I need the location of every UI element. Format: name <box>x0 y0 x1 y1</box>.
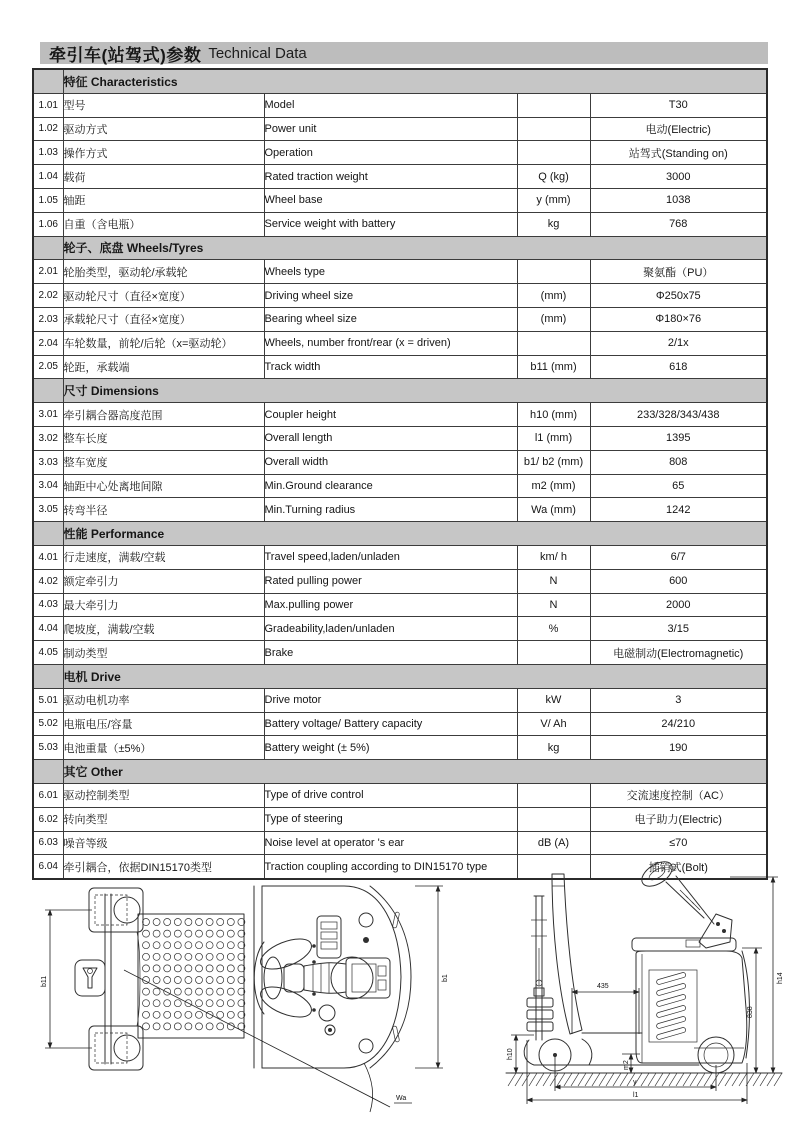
value: 3 <box>590 688 767 712</box>
label-en: Type of drive control <box>264 783 517 807</box>
unit: m2 (mm) <box>517 474 590 498</box>
table-row <box>33 474 767 498</box>
label-en: Travel speed,laden/unladen <box>264 545 517 569</box>
row-number: 3.02 <box>33 426 63 450</box>
label-cn: 轴距中心处离地间隙 <box>63 474 264 498</box>
section-header <box>33 379 767 403</box>
section-title: 性能 Performance <box>63 522 767 546</box>
value: 768 <box>590 212 767 236</box>
row-number: 6.02 <box>33 807 63 831</box>
label-cn: 噪音等级 <box>63 831 264 855</box>
page-title-en: Technical Data <box>208 44 307 62</box>
unit: N <box>517 593 590 617</box>
section-header-num-cell <box>33 236 63 260</box>
section-header <box>33 760 767 784</box>
dim-label-h10: h10 <box>507 1048 514 1060</box>
row-number: 5.03 <box>33 736 63 760</box>
value: Φ180×76 <box>590 307 767 331</box>
label-cn: 转弯半径 <box>63 498 264 522</box>
unit: kg <box>517 212 590 236</box>
label-cn: 承载轮尺寸（直径×宽度） <box>63 307 264 331</box>
label-cn: 驱动控制类型 <box>63 783 264 807</box>
unit: % <box>517 617 590 641</box>
value: 65 <box>590 474 767 498</box>
unit: kW <box>517 688 590 712</box>
table-row <box>33 712 767 736</box>
label-cn: 载荷 <box>63 165 264 189</box>
dim-b11-group <box>41 910 92 1048</box>
unit: l1 (mm) <box>517 426 590 450</box>
table-row <box>33 807 767 831</box>
dim-label-838: 838 <box>747 1006 754 1018</box>
unit: dB (A) <box>517 831 590 855</box>
label-en: Power unit <box>264 117 517 141</box>
label-cn: 轴距 <box>63 188 264 212</box>
row-number: 4.05 <box>33 641 63 665</box>
label-en: Driving wheel size <box>264 284 517 308</box>
value: 190 <box>590 736 767 760</box>
row-number: 1.01 <box>33 93 63 117</box>
value: 808 <box>590 450 767 474</box>
unit: h10 (mm) <box>517 403 590 427</box>
section-title: 电机 Drive <box>63 664 767 688</box>
label-en: Operation <box>264 141 517 165</box>
row-number: 2.01 <box>33 260 63 284</box>
table-row <box>33 688 767 712</box>
dim-label-m2: m2 <box>623 1060 630 1070</box>
unit: y (mm) <box>517 188 590 212</box>
row-number: 3.04 <box>33 474 63 498</box>
label-cn: 整车长度 <box>63 426 264 450</box>
label-en: Gradeability,laden/unladen <box>264 617 517 641</box>
row-number: 6.04 <box>33 855 63 879</box>
label-en: Wheels, number front/rear (x = driven) <box>264 331 517 355</box>
section-header <box>33 522 767 546</box>
value: 聚氨酯（PU） <box>590 260 767 284</box>
side-view-drawing <box>494 858 796 1120</box>
unit: Q (kg) <box>517 165 590 189</box>
row-number: 2.02 <box>33 284 63 308</box>
label-en: Track width <box>264 355 517 379</box>
row-number: 4.04 <box>33 617 63 641</box>
row-number: 4.01 <box>33 545 63 569</box>
row-number: 2.05 <box>33 355 63 379</box>
label-en: Min.Ground clearance <box>264 474 517 498</box>
unit: (mm) <box>517 284 590 308</box>
unit <box>517 260 590 284</box>
label-en: Battery weight (± 5%) <box>264 736 517 760</box>
table-row <box>33 188 767 212</box>
value: 233/328/343/438 <box>590 403 767 427</box>
value: 1242 <box>590 498 767 522</box>
value: 2/1x <box>590 331 767 355</box>
label-cn: 型号 <box>63 93 264 117</box>
table-row <box>33 355 767 379</box>
row-number: 1.03 <box>33 141 63 165</box>
table-row <box>33 736 767 760</box>
value: 3000 <box>590 165 767 189</box>
table-row <box>33 426 767 450</box>
value: 600 <box>590 569 767 593</box>
label-cn: 电池重量（±5%） <box>63 736 264 760</box>
row-number: 4.03 <box>33 593 63 617</box>
unit: b1/ b2 (mm) <box>517 450 590 474</box>
table-row <box>33 617 767 641</box>
value: 6/7 <box>590 545 767 569</box>
value: 2000 <box>590 593 767 617</box>
dim-h14-group <box>730 877 784 1073</box>
label-cn: 轮距，承载端 <box>63 355 264 379</box>
dim-b1-group <box>415 886 449 1068</box>
label-en: Model <box>264 93 517 117</box>
label-cn: 额定牵引力 <box>63 569 264 593</box>
page-title-cn: 牵引车(站驾式)参数 <box>49 45 202 65</box>
standing-platform <box>138 914 245 1038</box>
section-header-num-cell <box>33 379 63 403</box>
dim-m2-group <box>622 1054 640 1073</box>
value: T30 <box>590 93 767 117</box>
label-en: Wheel base <box>264 188 517 212</box>
front-assembly <box>75 888 143 1070</box>
dim-label-435: 435 <box>597 983 609 990</box>
section-header <box>33 664 767 688</box>
unit <box>517 117 590 141</box>
body-cabinet <box>632 938 749 1073</box>
label-cn: 转向类型 <box>63 807 264 831</box>
label-cn: 牵引耦合，依据DIN15170类型 <box>63 855 264 879</box>
dim-label-wa: Wa <box>396 1095 407 1102</box>
label-en: Type of steering <box>264 807 517 831</box>
value: 站驾式(Standing on) <box>590 141 767 165</box>
row-number: 5.01 <box>33 688 63 712</box>
value: 电动(Electric) <box>590 117 767 141</box>
value: 1395 <box>590 426 767 450</box>
value: Φ250x75 <box>590 284 767 308</box>
section-header-num-cell <box>33 664 63 688</box>
row-number: 5.02 <box>33 712 63 736</box>
label-cn: 轮胎类型，驱动轮/承载轮 <box>63 260 264 284</box>
table-row <box>33 307 767 331</box>
table-row <box>33 569 767 593</box>
row-number: 1.06 <box>33 212 63 236</box>
label-cn: 电瓶电压/容量 <box>63 712 264 736</box>
label-en: Rated traction weight <box>264 165 517 189</box>
dim-label-b1: b1 <box>442 974 449 982</box>
row-number: 3.03 <box>33 450 63 474</box>
unit: km/ h <box>517 545 590 569</box>
table-row <box>33 117 767 141</box>
row-number: 2.03 <box>33 307 63 331</box>
table-row <box>33 498 767 522</box>
section-header <box>33 69 767 93</box>
table-row <box>33 403 767 427</box>
table-row <box>33 450 767 474</box>
section-header-num-cell <box>33 69 63 93</box>
spec-table <box>32 68 768 880</box>
tiller-top-view <box>254 933 390 1023</box>
value: 电磁制动(Electromagnetic) <box>590 641 767 665</box>
label-cn: 驱动电机功率 <box>63 688 264 712</box>
label-en: Brake <box>264 641 517 665</box>
table-row <box>33 284 767 308</box>
label-cn: 制动类型 <box>63 641 264 665</box>
unit: V/ Ah <box>517 712 590 736</box>
unit: (mm) <box>517 307 590 331</box>
row-number: 6.01 <box>33 783 63 807</box>
dim-435-group <box>572 983 639 1034</box>
value: 3/15 <box>590 617 767 641</box>
label-cn: 行走速度，满载/空载 <box>63 545 264 569</box>
section-title: 尺寸 Dimensions <box>63 379 767 403</box>
section-header-num-cell <box>33 760 63 784</box>
label-en: Max.pulling power <box>264 593 517 617</box>
dim-label-y: y <box>633 1079 637 1086</box>
label-cn: 车轮数量，前轮/后轮（x=驱动轮） <box>63 331 264 355</box>
label-en: Drive motor <box>264 688 517 712</box>
unit <box>517 93 590 117</box>
dim-l1-group <box>527 1040 747 1104</box>
value: 24/210 <box>590 712 767 736</box>
dim-label-l1: l1 <box>633 1092 639 1099</box>
row-number: 4.02 <box>33 569 63 593</box>
ground-hatching <box>508 1073 782 1086</box>
row-number: 2.04 <box>33 331 63 355</box>
label-cn: 爬坡度，满载/空载 <box>63 617 264 641</box>
label-cn: 整车宽度 <box>63 450 264 474</box>
value: 1038 <box>590 188 767 212</box>
rear-body <box>254 886 411 1068</box>
label-cn: 驱动方式 <box>63 117 264 141</box>
table-row <box>33 93 767 117</box>
chassis <box>524 1033 699 1071</box>
label-cn: 自重（含电瓶） <box>63 212 264 236</box>
label-en: Service weight with battery <box>264 212 517 236</box>
unit <box>517 641 590 665</box>
row-number: 3.01 <box>33 403 63 427</box>
row-number: 1.04 <box>33 165 63 189</box>
table-row <box>33 783 767 807</box>
label-en: Noise level at operator 's ear <box>264 831 517 855</box>
label-en: Bearing wheel size <box>264 307 517 331</box>
unit <box>517 783 590 807</box>
table-row <box>33 641 767 665</box>
row-number: 1.02 <box>33 117 63 141</box>
value: 插销式(Bolt) <box>590 855 767 879</box>
label-cn: 最大牵引力 <box>63 593 264 617</box>
dim-label-h14: h14 <box>777 972 784 984</box>
label-en: Overall length <box>264 426 517 450</box>
value: ≤70 <box>590 831 767 855</box>
perforation-grid <box>143 919 245 1030</box>
unit: Wa (mm) <box>517 498 590 522</box>
table-row <box>33 141 767 165</box>
label-en: Coupler height <box>264 403 517 427</box>
section-title: 特征 Characteristics <box>63 69 767 93</box>
table-row <box>33 545 767 569</box>
section-header-num-cell <box>33 522 63 546</box>
table-row <box>33 331 767 355</box>
section-header <box>33 236 767 260</box>
ground <box>506 1073 782 1086</box>
dim-label-b11: b11 <box>41 975 48 987</box>
unit: N <box>517 569 590 593</box>
label-en: Wheels type <box>264 260 517 284</box>
section-title: 其它 Other <box>63 760 767 784</box>
row-number: 3.05 <box>33 498 63 522</box>
label-en: Rated pulling power <box>264 569 517 593</box>
value: 电子助力(Electric) <box>590 807 767 831</box>
label-en: Battery voltage/ Battery capacity <box>264 712 517 736</box>
top-view-drawing <box>34 858 486 1120</box>
tiller-arm <box>638 857 732 948</box>
table-row <box>33 593 767 617</box>
label-cn: 操作方式 <box>63 141 264 165</box>
label-en: Overall width <box>264 450 517 474</box>
value: 618 <box>590 355 767 379</box>
backrest-panel <box>552 874 582 1034</box>
coupling-mast <box>527 896 553 1040</box>
row-number: 1.05 <box>33 188 63 212</box>
title-bar <box>40 42 768 64</box>
unit <box>517 141 590 165</box>
label-en: Min.Turning radius <box>264 498 517 522</box>
table-row <box>33 212 767 236</box>
value: 交流速度控制（AC） <box>590 783 767 807</box>
unit <box>517 807 590 831</box>
label-cn: 牵引耦合器高度范围 <box>63 403 264 427</box>
dim-h10-group <box>507 1035 534 1073</box>
label-en: Traction coupling according to DIN15170 type <box>264 855 517 879</box>
row-number: 6.03 <box>33 831 63 855</box>
table-row <box>33 831 767 855</box>
unit: kg <box>517 736 590 760</box>
table-row <box>33 260 767 284</box>
section-title: 轮子、底盘 Wheels/Tyres <box>63 236 767 260</box>
label-cn: 驱动轮尺寸（直径×宽度） <box>63 284 264 308</box>
unit: b11 (mm) <box>517 355 590 379</box>
unit <box>517 331 590 355</box>
table-row <box>33 165 767 189</box>
